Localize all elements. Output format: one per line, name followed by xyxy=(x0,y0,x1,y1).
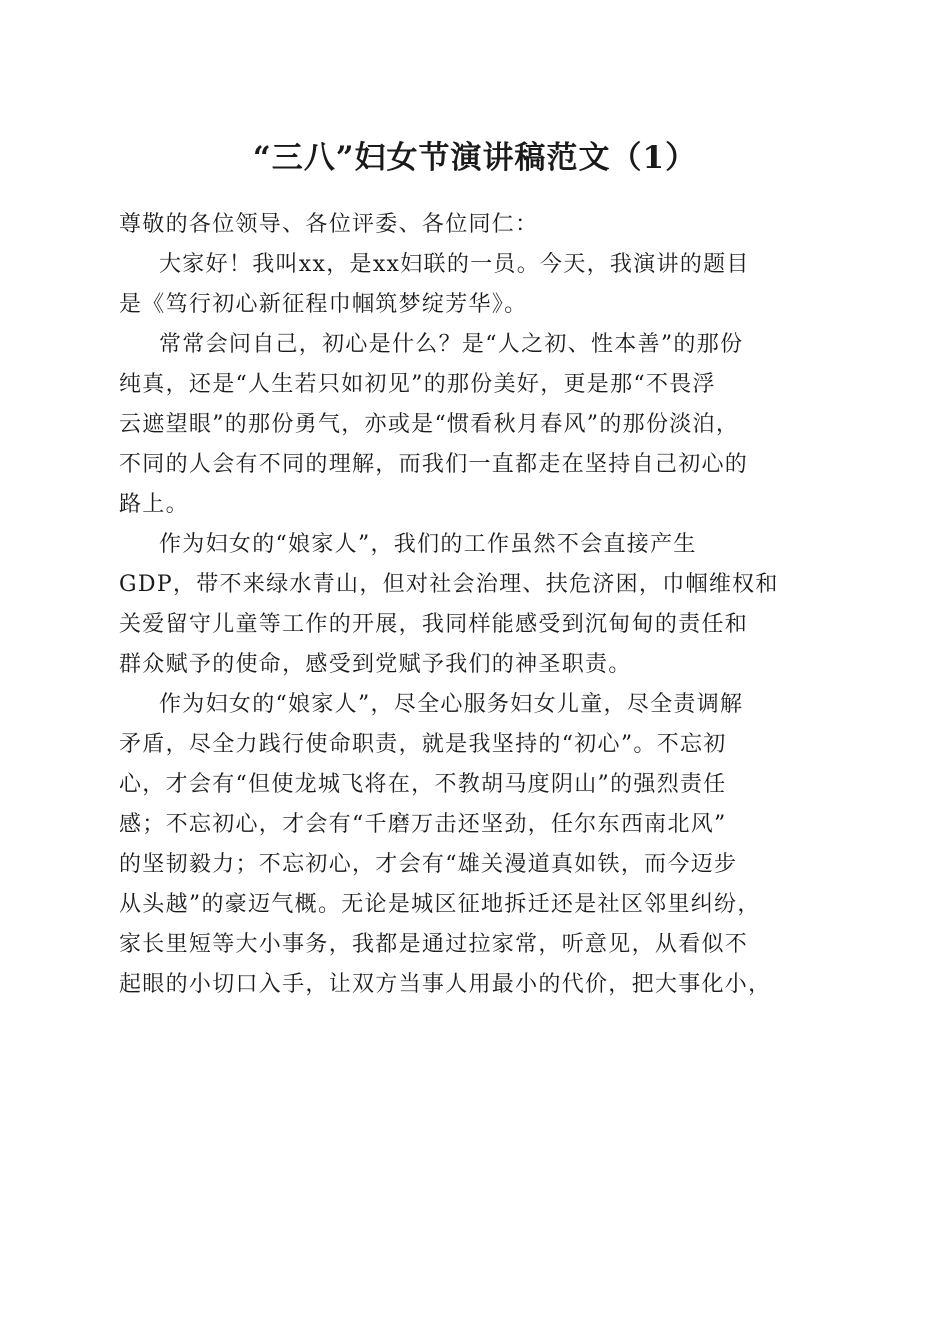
paragraph-line: 感；不忘初心，才会有“千磨万击还坚劲，任尔东西南北风” xyxy=(119,812,727,837)
paragraph-line: 是《笃行初心新征程巾帼筑梦绽芳华》。 xyxy=(119,292,528,317)
paragraph-line: GDP，带不来绿水青山，但对社会治理、扶危济困，巾帼维权和 xyxy=(119,572,779,597)
paragraph-line: 不同的人会有不同的理解，而我们一直都走在坚持自己初心的 xyxy=(119,452,749,477)
paragraph-line: 大家好！我叫xx，是xx妇联的一员。今天，我演讲的题目 xyxy=(159,252,750,277)
document-title: “三八”妇女节演讲稿范文（1） xyxy=(252,140,698,176)
salutation: 尊敬的各位领导、各位评委、各位同仁： xyxy=(119,212,539,237)
paragraph-mission xyxy=(119,685,839,1005)
paragraph-line: 路上。 xyxy=(119,492,189,517)
paragraph-greeting xyxy=(119,245,839,325)
paragraph-line: 从头越”的豪迈气概。无论是城区征地拆迁还是社区邻里纠纷， xyxy=(119,892,761,917)
paragraph-line: 纯真，还是“人生若只如初见”的那份美好，更是那“不畏浮 xyxy=(119,372,716,397)
paragraph-line: 心，才会有“但使龙城飞将在，不教胡马度阴山”的强烈责任 xyxy=(119,772,727,797)
paragraph-line: 作为妇女的“娘家人”，尽全心服务妇女儿童，尽全责调解 xyxy=(159,692,744,717)
paragraph-line: 常常会问自己，初心是什么？是“人之初、性本善”的那份 xyxy=(159,332,744,357)
paragraph-line: 家长里短等大小事务，我都是通过拉家常，听意见，从看似不 xyxy=(119,932,749,957)
paragraph-line: 云遮望眼”的那份勇气，亦或是“惯看秋月春风”的那份淡泊， xyxy=(119,412,740,437)
paragraph-line: 起眼的小切口入手，让双方当事人用最小的代价，把大事化小， xyxy=(119,972,772,997)
paragraph-original-intention xyxy=(119,325,839,525)
paragraph-line: 关爱留守儿童等工作的开展，我同样能感受到沉甸甸的责任和 xyxy=(119,612,749,637)
paragraph-line: 的坚韧毅力；不忘初心，才会有“雄关漫道真如铁，而今迈步 xyxy=(119,852,738,877)
document-body xyxy=(119,205,839,1005)
paragraph-work-responsibility xyxy=(119,525,839,685)
paragraph-line: 作为妇女的“娘家人”，我们的工作虽然不会直接产生 xyxy=(159,532,697,557)
paragraph-line: 群众赋予的使命，感受到党赋予我们的神圣职责。 xyxy=(119,652,632,677)
paragraph-line: 矛盾，尽全力践行使命职责，就是我坚持的“初心”。不忘初 xyxy=(119,732,727,757)
